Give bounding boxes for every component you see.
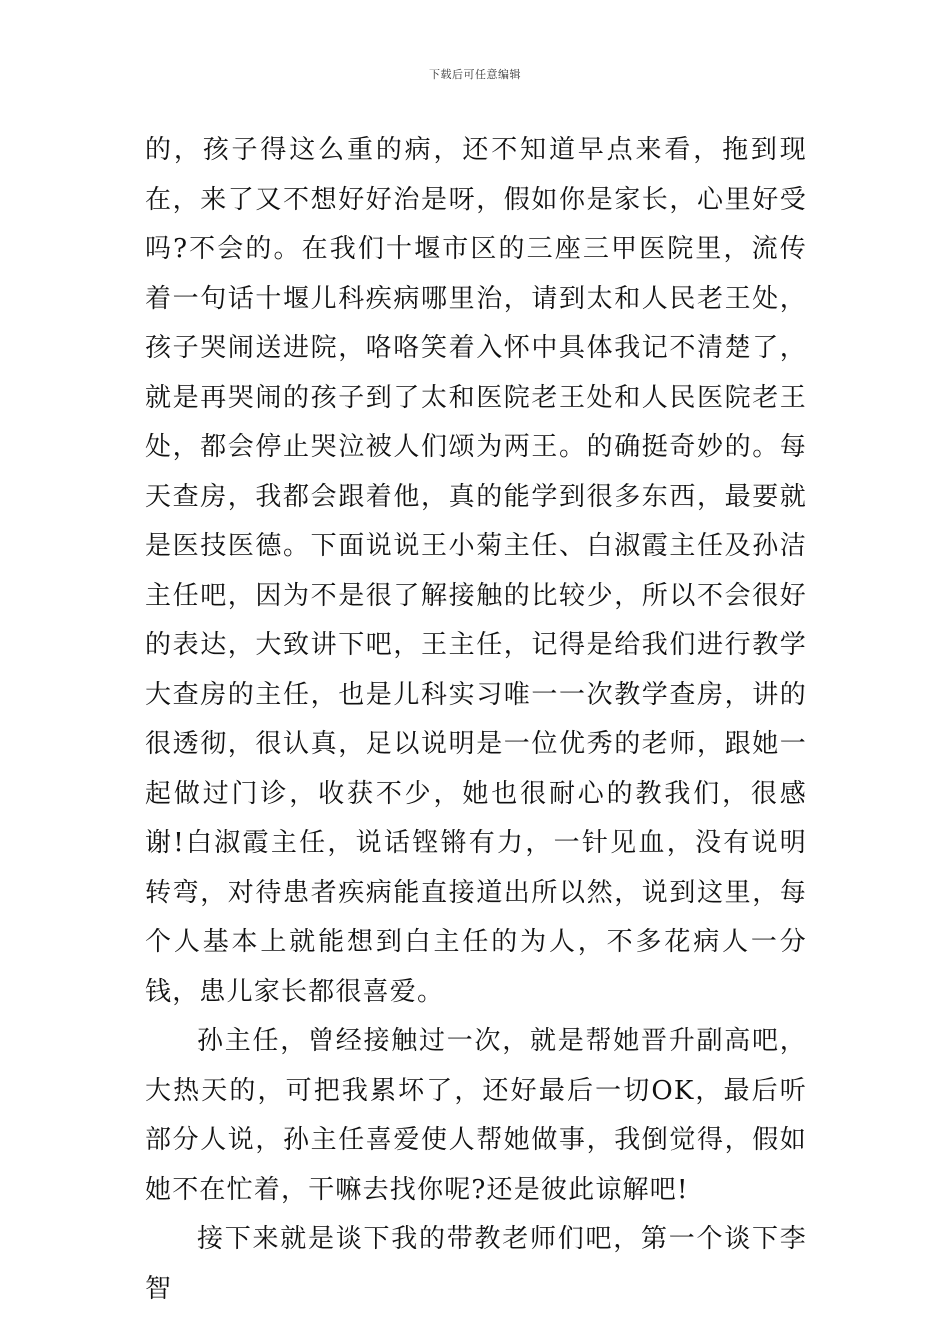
page-header: 下载后可任意编辑 — [429, 68, 521, 81]
paragraph-2: 孙主任，曾经接触过一次，就是帮她晋升副高吧，大热天的，可把我累坏了，还好最后一切OK，最后听部分人说，孙主任喜爱使人帮她做事，我倒觉得，假如她不在忙着，干嘛去找你呢?还是彼此谅解吧! — [145, 1026, 807, 1205]
document-body — [145, 126, 807, 1314]
paragraph-1: 的，孩子得这么重的病，还不知道早点来看，拖到现在，来了又不想好好治是呀，假如你是家长，心里好受吗?不会的。在我们十堰市区的三座三甲医院里，流传着一句话十堰儿科疾病哪里治，请到太和人民老王处，孩子哭闹送进院，咯咯笑着入怀中具体我记不清楚了，就是再哭闹的孩子到了太和医院老王处和人民医院老王处，都会停止哭泣被人们颂为两王。的确挺奇妙的。每天查房，我都会跟着他，真的能学到很多东西，最要就是医技医德。下面说说王小菊主任、白淑霞主任及孙洁主任吧，因为不是很了解接触的比较少，所以不会很好的表达，大致讲下吧，王主任，记得是给我们进行教学大查房的主任，也是儿科实习唯一一次教学查房，讲的很透彻，很认真，足以说明是一位优秀的老师，跟她一起做过门诊，收获不少，她也很耐心的教我们，很感谢!白淑霞主任，说话铿锵有力，一针见血，没有说明转弯，对待患者疾病能直接道出所以然，说到这里，每个人基本上就能想到白主任的为人，不多花病人一分钱，患儿家长都很喜爱。 — [145, 135, 807, 1007]
paragraph-3: 接下来就是谈下我的带教老师们吧，第一个谈下李智 — [145, 1224, 807, 1304]
